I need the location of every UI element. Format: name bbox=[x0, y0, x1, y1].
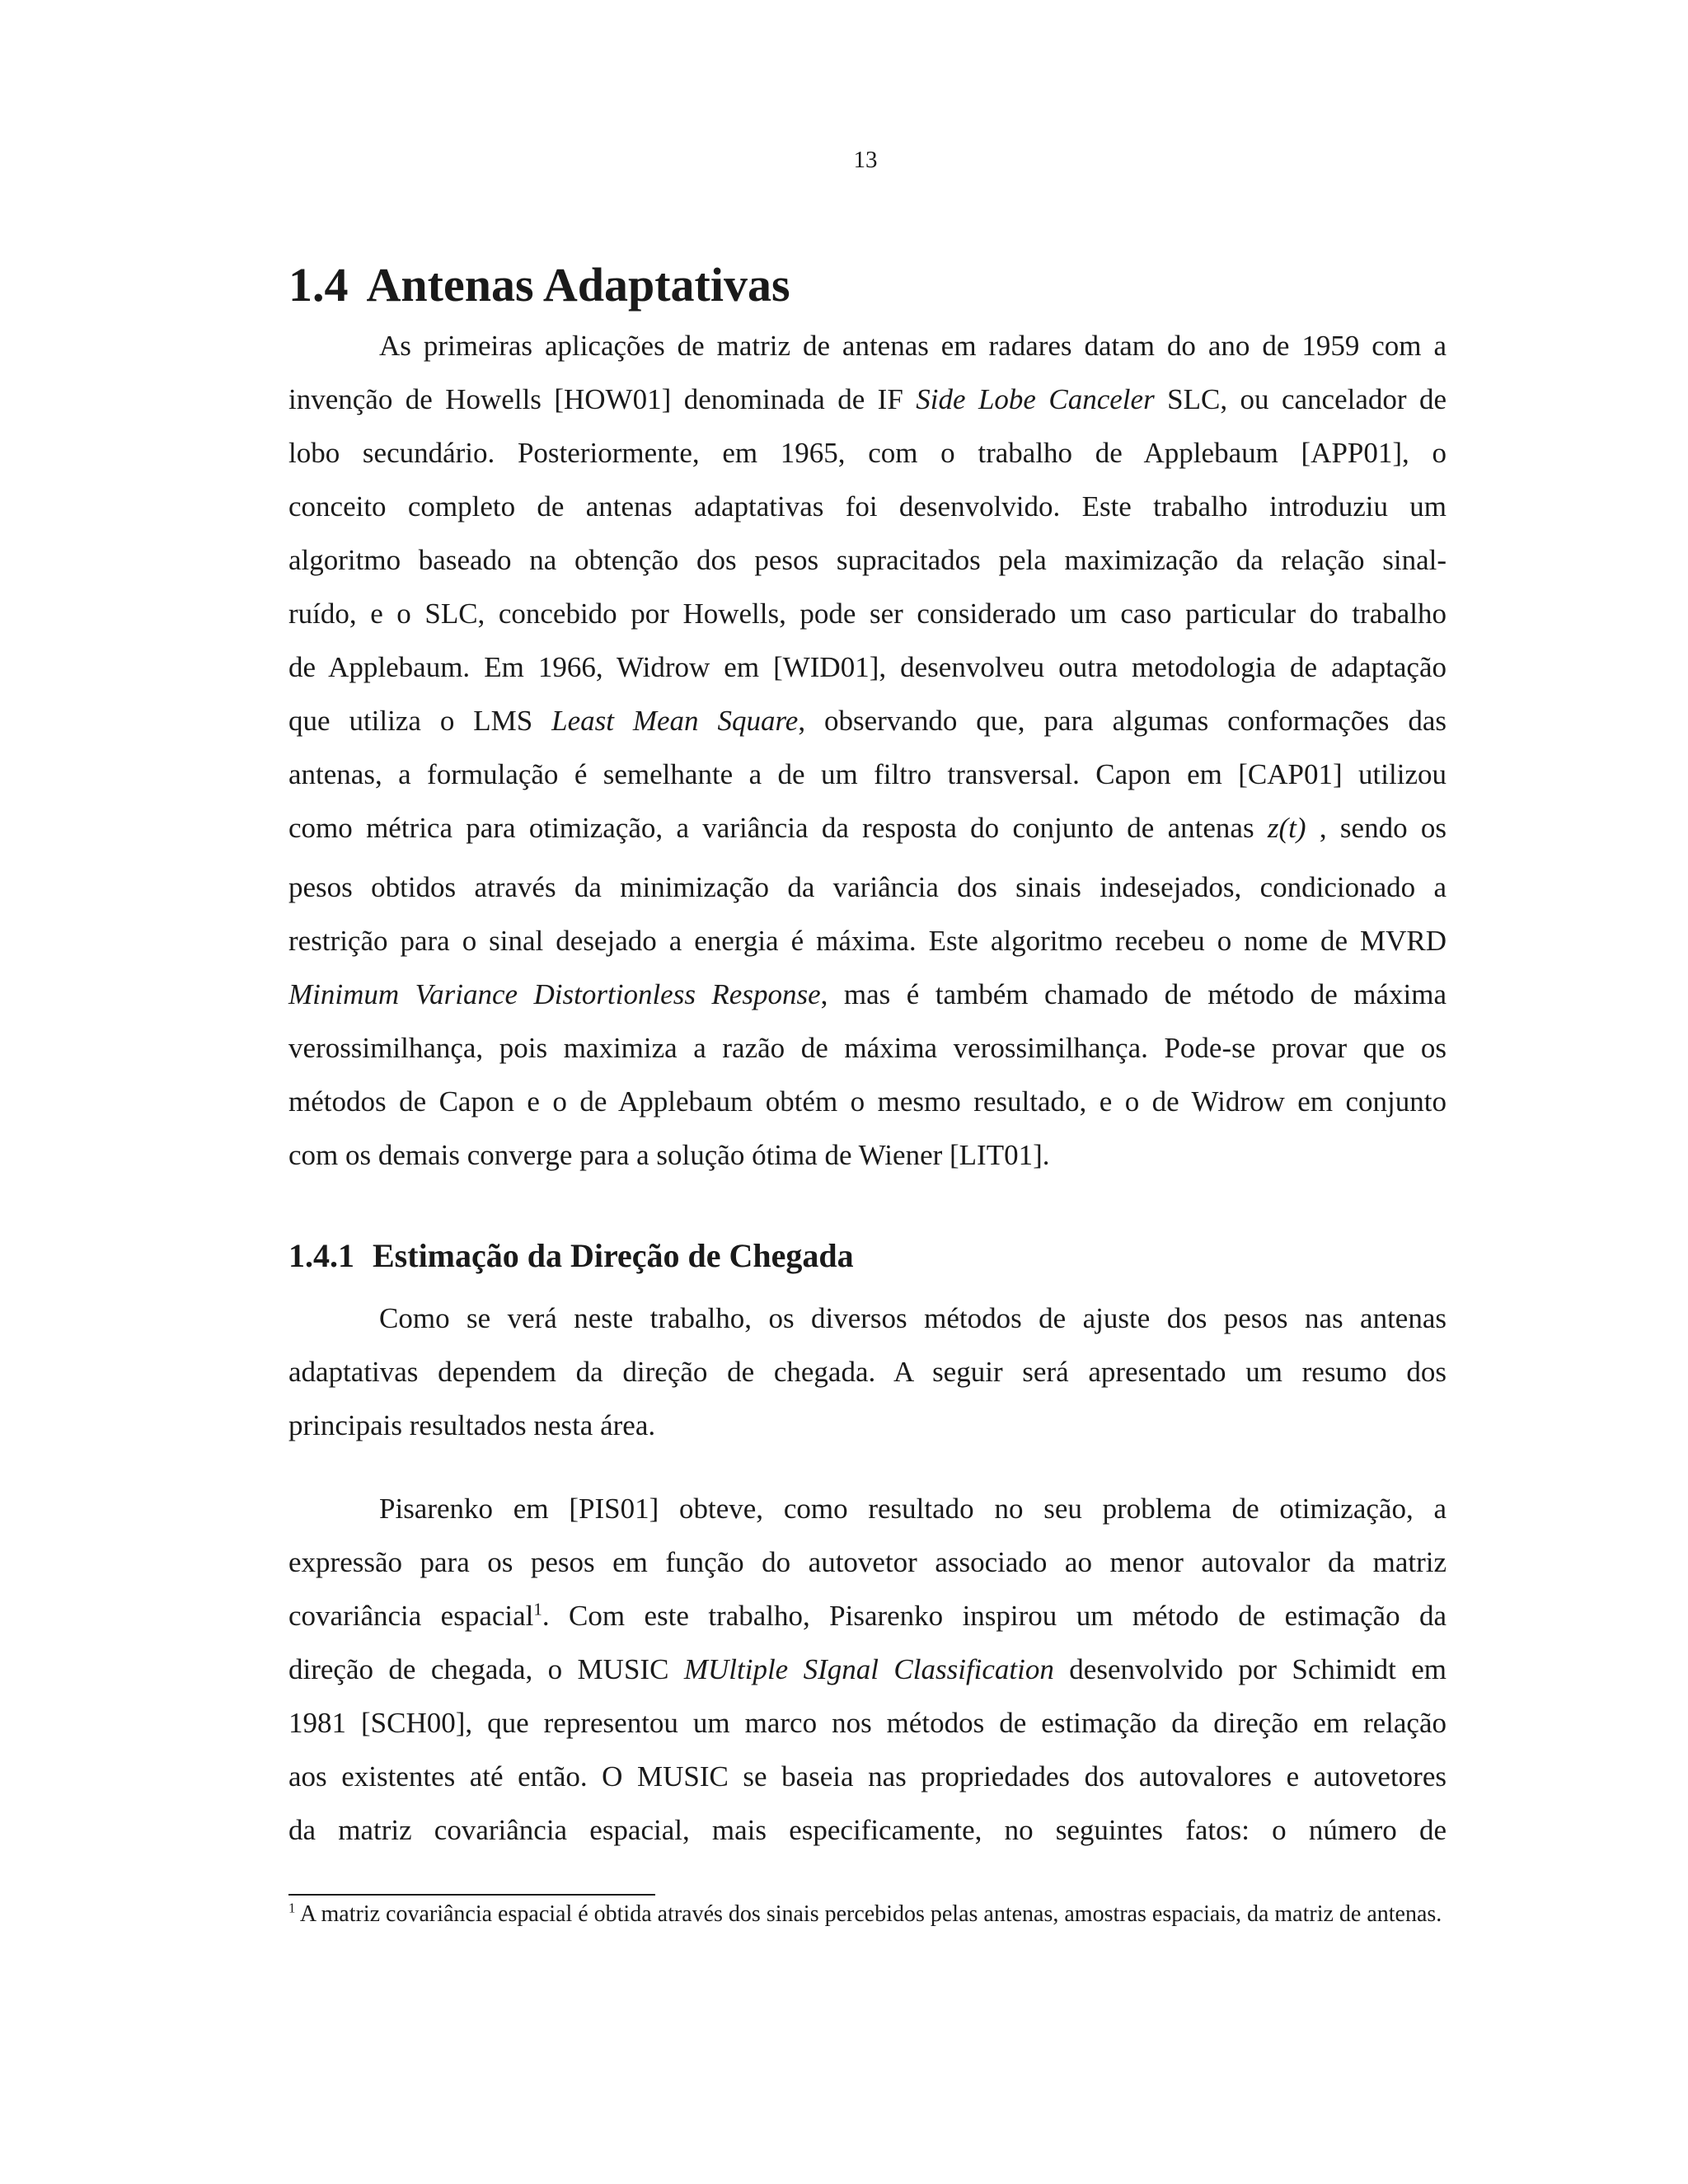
paragraph-line: 1981 [SCH00], que representou um marco nos métodos de estimação da direção em relação bbox=[288, 1707, 1447, 1739]
math-symbol: z(t) bbox=[1267, 812, 1306, 844]
italic-term: Side Lobe Canceler bbox=[916, 383, 1155, 415]
paragraph-line: antenas, a formulação é semelhante a de um filtro transversal. Capon em [CAP01] utilizou bbox=[288, 758, 1447, 790]
paragraph-line: ruído, e o SLC, concebido por Howells, pode ser considerado um caso particular do trabalho bbox=[288, 598, 1447, 630]
subsection-number: 1.4.1 bbox=[288, 1237, 354, 1274]
paragraph-line: covariância espacial$^1$. Com este trabalho, Pisarenko inspirou um método de estimação da bbox=[288, 1599, 1447, 1632]
paragraph-line: da matriz covariância espacial, mais especificamente, no seguintes fatos: o número de bbox=[288, 1814, 1447, 1846]
paragraph-line: lobo secundário. Posteriormente, em 1965, com o trabalho de Applebaum [APP01], o bbox=[288, 437, 1447, 469]
section-heading bbox=[288, 257, 790, 312]
paragraph-line: adaptativas dependem da direção de chegada. A seguir será apresentado um resumo dos bbox=[288, 1356, 1447, 1388]
subsection-paragraph-2 bbox=[288, 1482, 1447, 1857]
subsection-heading bbox=[288, 1236, 854, 1275]
italic-term: Least Mean Square bbox=[551, 705, 799, 737]
paragraph-line: com os demais converge para a solução ótima de Wiener [LIT01]. bbox=[288, 1139, 1050, 1171]
footnote-separator bbox=[288, 1894, 655, 1896]
paragraph-line: Como se verá neste trabalho, os diversos métodos de ajuste dos pesos nas antenas bbox=[379, 1302, 1447, 1334]
footnote-marker: 1 bbox=[288, 1900, 296, 1916]
paragraph-line: de Applebaum. Em 1966, Widrow em [WID01], desenvolveu outra metodologia de adaptação bbox=[288, 651, 1447, 683]
paragraph-line: Minimum Variance Distortionless Response, mas é também chamado de método de máxima bbox=[288, 978, 1447, 1010]
section-paragraph bbox=[288, 319, 1447, 1182]
paragraph-line: algoritmo baseado na obtenção dos pesos supracitados pela maximização da relação sinal- bbox=[288, 544, 1447, 576]
paragraph-line: expressão para os pesos em função do autovetor associado ao menor autovalor da matriz bbox=[288, 1546, 1447, 1578]
paragraph-line: invenção de Howells [HOW01] denominada de IF Side Lobe Canceler SLC, ou cancelador de bbox=[288, 383, 1447, 415]
footnote-reference: 1 bbox=[533, 1599, 542, 1619]
italic-term: Minimum Variance Distortionless Response bbox=[288, 978, 821, 1010]
paragraph-line: restrição para o sinal desejado a energia é máxima. Este algoritmo recebeu o nome de MVRD bbox=[288, 925, 1447, 957]
subsection-paragraph-1 bbox=[288, 1291, 1447, 1452]
italic-term: MUltiple SIgnal Classification bbox=[683, 1653, 1054, 1685]
footnote-text: A matriz covariância espacial é obtida através dos sinais percebidos pelas antenas, amostras espaciais, da matriz de antenas. bbox=[295, 1901, 1442, 1927]
paragraph-line: Pisarenko em [PIS01] obteve, como resultado no seu problema de otimização, a bbox=[379, 1493, 1447, 1525]
paragraph-line: verossimilhança, pois maximiza a razão de máxima verossimilhança. Pode-se provar que os bbox=[288, 1032, 1447, 1064]
footnote bbox=[288, 1900, 1447, 1929]
paragraph-line: que utiliza o LMS Least Mean Square, observando que, para algumas conformações das bbox=[288, 705, 1447, 737]
paragraph-line: principais resultados nesta área. bbox=[288, 1409, 656, 1441]
paragraph-line: aos existentes até então. O MUSIC se baseia nas propriedades dos autovalores e autovetores bbox=[288, 1760, 1447, 1793]
paragraph-line: As primeiras aplicações de matriz de antenas em radares datam do ano de 1959 com a bbox=[379, 330, 1447, 362]
paragraph-line: pesos obtidos através da minimização da variância dos sinais indesejados, condicionado a bbox=[288, 871, 1447, 903]
paragraph-line: direção de chegada, o MUSIC MUltiple SIgnal Classification desenvolvido por Schimidt em bbox=[288, 1653, 1447, 1685]
paragraph-line: métodos de Capon e o de Applebaum obtém o mesmo resultado, e o de Widrow em conjunto bbox=[288, 1085, 1447, 1118]
page-number: 13 bbox=[853, 147, 878, 173]
paragraph-line: conceito completo de antenas adaptativas foi desenvolvido. Este trabalho introduziu um bbox=[288, 490, 1447, 523]
section-title: Antenas Adaptativas bbox=[366, 258, 790, 312]
subsection-title: Estimação da Direção de Chegada bbox=[373, 1237, 854, 1274]
paragraph-line: como métrica para otimização, a variância da resposta do conjunto de antenas z(t) , sendo os bbox=[288, 812, 1447, 844]
section-number: 1.4 bbox=[288, 258, 349, 312]
